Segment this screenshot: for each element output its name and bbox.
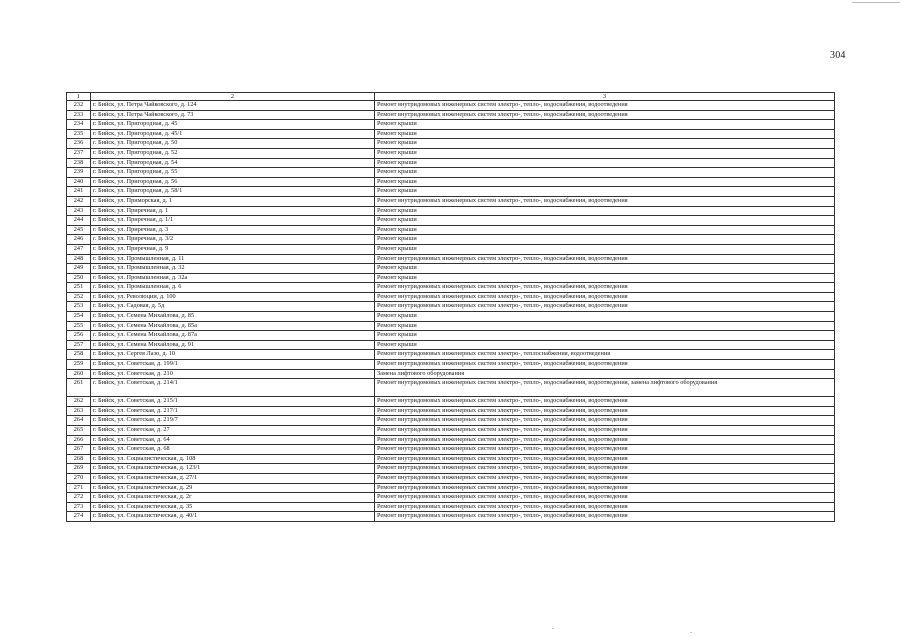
scan-speck [552,628,554,629]
address-cell: г. Бийск, ул. Приречная, д. 9 [91,244,375,254]
table-row [67,312,835,322]
work-type-cell: Ремонт крыши [375,264,835,274]
work-type-cell: Ремонт внутридомовых инженерных систем электро-, тепло-, водоснабжения, водоотведения [375,292,835,302]
row-number-cell: 266 [67,435,91,445]
address-cell: г. Бийск, ул. Пригородная, д. 55 [91,168,375,178]
address-cell: г. Бийск, ул. Пригородная, д. 45 [91,120,375,130]
row-number-cell: 250 [67,273,91,283]
row-number-cell: 268 [67,454,91,464]
address-cell: г. Бийск, ул. Советская, д. 199/1 [91,360,375,370]
address-cell: г. Бийск, ул. Промышленная, д. 32а [91,273,375,283]
header-col-1: 1 [67,93,91,101]
work-type-cell: Ремонт крыши [375,129,835,139]
work-type-cell: Ремонт внутридомовых инженерных систем электро-, тепло-, водоснабжения, водоотведения [375,416,835,426]
registry-table [66,92,835,522]
address-cell: г. Бийск, ул. Советская, д. 68 [91,445,375,455]
work-type-cell: Ремонт крыши [375,273,835,283]
work-type-cell: Ремонт внутридомовых инженерных систем электро-, тепло-, водоснабжения, водоотведения [375,110,835,120]
table-row [67,360,835,370]
work-type-cell: Ремонт внутридомовых инженерных систем электро-, тепло-, водоснабжения, водоотведения [375,426,835,436]
row-number-cell: 256 [67,331,91,341]
work-type-cell: Замена лифтового оборудования [375,369,835,379]
table-row [67,464,835,474]
table-header-row [67,93,835,101]
address-cell: г. Бийск, ул. Приречная, д. 3 [91,225,375,235]
row-number-cell: 238 [67,158,91,168]
work-type-cell: Ремонт крыши [375,244,835,254]
table-row [67,321,835,331]
work-type-cell: Ремонт крыши [375,340,835,350]
work-type-cell: Ремонт крыши [375,148,835,158]
table-row [67,473,835,483]
address-cell: г. Бийск, ул. Советская, д. 219/7 [91,416,375,426]
address-cell: г. Бийск, ул. Социалистическая, д. 29 [91,483,375,493]
address-cell: г. Бийск, ул. Революции, д. 100 [91,292,375,302]
row-number-cell: 270 [67,473,91,483]
work-type-cell: Ремонт крыши [375,225,835,235]
row-number-cell: 241 [67,187,91,197]
address-cell: г. Бийск, ул. Семена Михайлова, д. 85 [91,312,375,322]
table-row [67,283,835,293]
row-number-cell: 271 [67,483,91,493]
table-row [67,110,835,120]
address-cell: г. Бийск, ул. Петра Чайковского, д. 73 [91,110,375,120]
table-row [67,216,835,226]
table-row [67,187,835,197]
row-number-cell: 248 [67,254,91,264]
work-type-cell: Ремонт внутридомовых инженерных систем электро-, тепло-, водоснабжения, водоотведения, замена лифтового оборудования [375,379,835,397]
row-number-cell: 273 [67,502,91,512]
address-cell: г. Бийск, ул. Семена Михайлова, д. 91 [91,340,375,350]
work-type-cell: Ремонт внутридомовых инженерных систем электро-, тепло-, водоснабжения, водоотведения [375,360,835,370]
row-number-cell: 234 [67,120,91,130]
row-number-cell: 239 [67,168,91,178]
address-cell: г. Бийск, ул. Приречная, д. 1 [91,206,375,216]
work-type-cell: Ремонт внутридомовых инженерных систем электро-, тепло-, водоснабжения, водоотведения [375,454,835,464]
work-type-cell: Ремонт внутридомовых инженерных систем электро-, тепло-, водоснабжения, водоотведения [375,502,835,512]
table-row [67,397,835,407]
table-row [67,379,835,397]
scan-speck [690,632,692,633]
table-row [67,340,835,350]
table-row [67,273,835,283]
work-type-cell: Ремонт внутридомовых инженерных систем электро-, тепло-, водоснабжения, водоотведения [375,512,835,522]
row-number-cell: 272 [67,493,91,503]
table-row [67,445,835,455]
address-cell: г. Бийск, ул. Промышленная, д. 32 [91,264,375,274]
row-number-cell: 253 [67,302,91,312]
address-cell: г. Бийск, ул. Социалистическая, д. 108 [91,454,375,464]
address-cell: г. Бийск, ул. Пригородная, д. 50 [91,139,375,149]
address-cell: г. Бийск, ул. Пригородная, д. 54 [91,158,375,168]
header-col-3: 3 [375,93,835,101]
work-type-cell: Ремонт внутридомовых инженерных систем электро-, тепло-, водоснабжения, водоотведения [375,493,835,503]
row-number-cell: 257 [67,340,91,350]
address-cell: г. Бийск, ул. Семена Михайлова, д. 87а [91,331,375,341]
table-row [67,454,835,464]
work-type-cell: Ремонт внутридомовых инженерных систем электро-, тепло-, водоснабжения, водоотведения [375,196,835,206]
row-number-cell: 246 [67,235,91,245]
work-type-cell: Ремонт крыши [375,168,835,178]
row-number-cell: 232 [67,101,91,111]
row-number-cell: 252 [67,292,91,302]
address-cell: г. Бийск, ул. Советская, д. 217/1 [91,406,375,416]
table-row [67,493,835,503]
row-number-cell: 233 [67,110,91,120]
address-cell: г. Бийск, ул. Пригородная, д. 56 [91,177,375,187]
address-cell: г. Бийск, ул. Приречная, д. 1/1 [91,216,375,226]
row-number-cell: 260 [67,369,91,379]
address-cell: г. Бийск, ул. Пригородная, д. 45/1 [91,129,375,139]
table-row [67,244,835,254]
scan-edge-mark [852,2,900,3]
table-row [67,148,835,158]
address-cell: г. Бийск, ул. Приморская, д. 1 [91,196,375,206]
address-cell: г. Бийск, ул. Промышленная, д. 11 [91,254,375,264]
table-row [67,101,835,111]
work-type-cell: Ремонт внутридомовых инженерных систем электро-, тепло-, водоснабжения, водоотведения [375,101,835,111]
table-row [67,225,835,235]
row-number-cell: 262 [67,397,91,407]
row-number-cell: 251 [67,283,91,293]
work-type-cell: Ремонт внутридомовых инженерных систем электро-, тепло-, водоснабжения, водоотведения [375,254,835,264]
row-number-cell: 269 [67,464,91,474]
work-type-cell: Ремонт крыши [375,331,835,341]
table-row [67,416,835,426]
page-number: 304 [830,50,846,61]
row-number-cell: 264 [67,416,91,426]
table-row [67,512,835,522]
row-number-cell: 261 [67,379,91,397]
work-type-cell: Ремонт внутридомовых инженерных систем электро-, тепло-, водоснабжения, водоотведения [375,397,835,407]
row-number-cell: 247 [67,244,91,254]
row-number-cell: 249 [67,264,91,274]
work-type-cell: Ремонт крыши [375,312,835,322]
row-number-cell: 255 [67,321,91,331]
row-number-cell: 254 [67,312,91,322]
row-number-cell: 236 [67,139,91,149]
work-type-cell: Ремонт внутридомовых инженерных систем электро-, тепло-, водоснабжения, водоотведения [375,406,835,416]
row-number-cell: 245 [67,225,91,235]
table-row [67,369,835,379]
row-number-cell: 267 [67,445,91,455]
row-number-cell: 258 [67,350,91,360]
row-number-cell: 243 [67,206,91,216]
address-cell: г. Бийск, ул. Садовая, д. 5д [91,302,375,312]
row-number-cell: 240 [67,177,91,187]
row-number-cell: 265 [67,426,91,436]
table-row [67,158,835,168]
work-type-cell: Ремонт внутридомовых инженерных систем электро-, тепло-, водоснабжения, водоотведения [375,445,835,455]
row-number-cell: 235 [67,129,91,139]
address-cell: г. Бийск, ул. Советская, д. 27 [91,426,375,436]
address-cell: г. Бийск, ул. Семена Михайлова, д. 85а [91,321,375,331]
address-cell: г. Бийск, ул. Приречная, д. 3/2 [91,235,375,245]
table-row [67,129,835,139]
row-number-cell: 274 [67,512,91,522]
work-type-cell: Ремонт внутридомовых инженерных систем электро-, тепло-, водоснабжения, водоотведения [375,483,835,493]
work-type-cell: Ремонт крыши [375,177,835,187]
table-row [67,264,835,274]
work-type-cell: Ремонт крыши [375,158,835,168]
work-type-cell: Ремонт внутридомовых инженерных систем электро-, тепло-, водоснабжения, водоотведения [375,435,835,445]
table-row [67,483,835,493]
work-type-cell: Ремонт крыши [375,216,835,226]
address-cell: г. Бийск, ул. Социалистическая, д. 123/1 [91,464,375,474]
table-row [67,254,835,264]
address-cell: г. Бийск, ул. Социалистическая, д. 40/1 [91,512,375,522]
work-type-cell: Ремонт внутридомовых инженерных систем электро-, тепло-, водоснабжения, водоотведения [375,473,835,483]
table-row [67,435,835,445]
table-row [67,139,835,149]
work-type-cell: Ремонт внутридомовых инженерных систем электро-, тепло-, водоснабжения, водоотведения [375,302,835,312]
address-cell: г. Бийск, ул. Пригородная, д. 58/1 [91,187,375,197]
row-number-cell: 237 [67,148,91,158]
table-row [67,292,835,302]
work-type-cell: Ремонт крыши [375,235,835,245]
table-row [67,120,835,130]
table-row [67,502,835,512]
table-row [67,177,835,187]
work-type-cell: Ремонт крыши [375,206,835,216]
table-row [67,196,835,206]
address-cell: г. Бийск, ул. Советская, д. 214/1 [91,379,375,397]
work-type-cell: Ремонт крыши [375,120,835,130]
table-row [67,235,835,245]
table-row [67,168,835,178]
work-type-cell: Ремонт внутридомовых инженерных систем электро-, тепло-, водоснабжения, водоотведения [375,283,835,293]
address-cell: г. Бийск, ул. Петра Чайковского, д. 124 [91,101,375,111]
work-type-cell: Ремонт крыши [375,139,835,149]
address-cell: г. Бийск, ул. Промышленная, д. 6 [91,283,375,293]
address-cell: г. Бийск, ул. Пригородная, д. 52 [91,148,375,158]
registry-table-body [67,93,835,522]
work-type-cell: Ремонт крыши [375,187,835,197]
work-type-cell: Ремонт внутридомовых инженерных систем электро-, тепло-, водоснабжения, водоотведения [375,464,835,474]
address-cell: г. Бийск, ул. Советская, д. 215/1 [91,397,375,407]
address-cell: г. Бийск, ул. Социалистическая, д. 2г [91,493,375,503]
address-cell: г. Бийск, ул. Советская, д. 64 [91,435,375,445]
address-cell: г. Бийск, ул. Сергея Лазо, д. 10 [91,350,375,360]
row-number-cell: 263 [67,406,91,416]
table-row [67,302,835,312]
row-number-cell: 244 [67,216,91,226]
address-cell: г. Бийск, ул. Советская, д. 210 [91,369,375,379]
table-row [67,350,835,360]
row-number-cell: 242 [67,196,91,206]
address-cell: г. Бийск, ул. Социалистическая, д. 27/1 [91,473,375,483]
table-row [67,406,835,416]
table-row [67,331,835,341]
address-cell: г. Бийск, ул. Социалистическая, д. 35 [91,502,375,512]
row-number-cell: 259 [67,360,91,370]
table-row [67,426,835,436]
header-col-2: 2 [91,93,375,101]
work-type-cell: Ремонт внутридомовых инженерных систем электро-, теплоснабжения, водоотведения [375,350,835,360]
table-row [67,206,835,216]
work-type-cell: Ремонт крыши [375,321,835,331]
